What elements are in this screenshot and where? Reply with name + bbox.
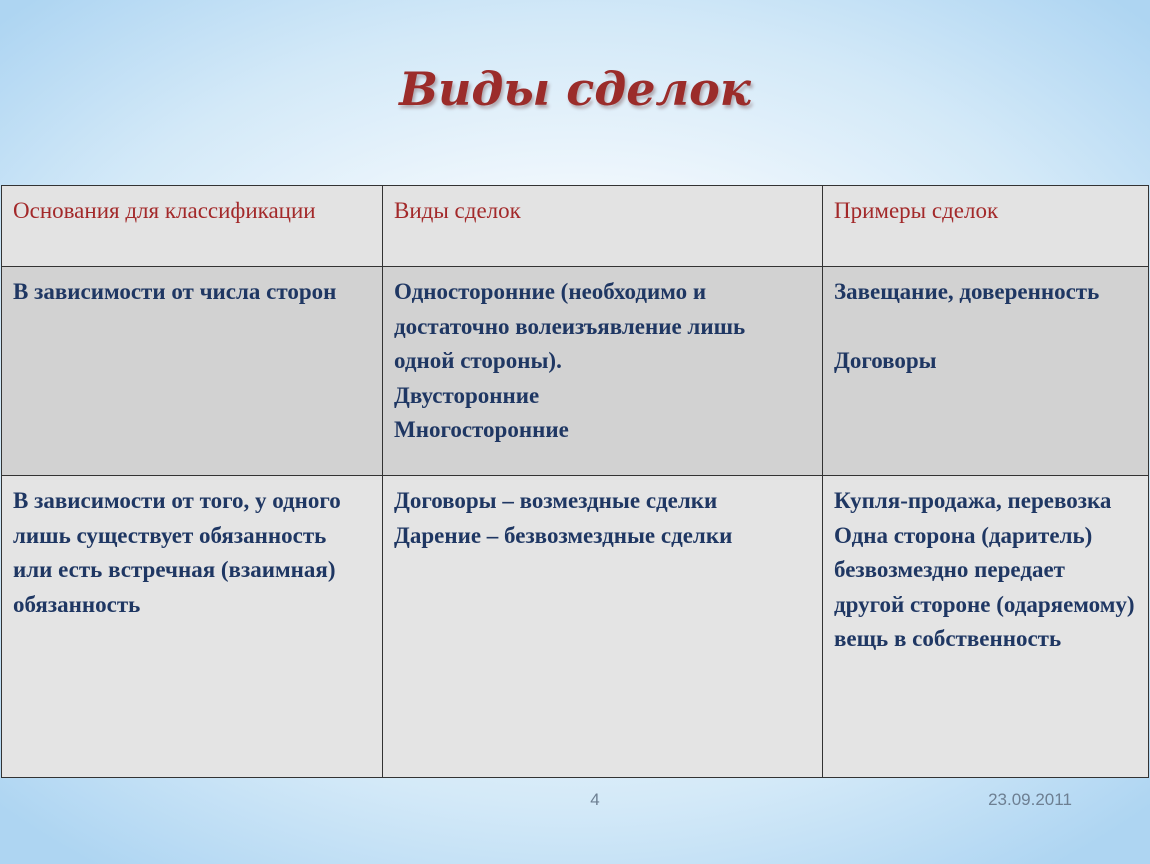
example-line: Купля-продажа, перевозка	[834, 488, 1112, 513]
example-spacer	[834, 310, 1137, 345]
cell-examples	[823, 267, 1149, 476]
cell-types	[383, 267, 823, 476]
example-line: Договоры	[834, 348, 937, 373]
header-cell-examples: Примеры сделок	[823, 186, 1149, 267]
table-row	[2, 476, 1149, 778]
cell-basis: В зависимости от того, у одного лишь существует обязанность или есть встречная (взаимная) обязанность	[2, 476, 383, 778]
example-line: Завещание, доверенность	[834, 279, 1100, 304]
table-row	[2, 267, 1149, 476]
type-line: Многосторонние	[394, 417, 569, 442]
cell-basis: В зависимости от числа сторон	[2, 267, 383, 476]
header-cell-types: Виды сделок	[383, 186, 823, 267]
type-line: Односторонние (необходимо и достаточно волеизъявление лишь одной стороны).	[394, 279, 746, 373]
slide-date: 23.09.2011	[988, 790, 1072, 809]
header-cell-basis: Основания для классификации	[2, 186, 383, 267]
cell-examples	[823, 476, 1149, 778]
cell-types	[383, 476, 823, 778]
type-line: Двусторонние	[394, 382, 540, 408]
table-header-row	[2, 186, 1149, 267]
slide-title: Виды сделок	[399, 62, 751, 116]
deal-types-table	[1, 185, 1149, 778]
type-line: Дарение – безвозмездные сделки	[394, 522, 733, 548]
slide-number: 4	[590, 790, 600, 809]
type-line: Договоры – возмездные сделки	[394, 488, 718, 513]
example-line: Одна сторона (даритель) безвозмездно передает другой стороне (одаряемому) вещь в собственность	[834, 522, 1135, 651]
